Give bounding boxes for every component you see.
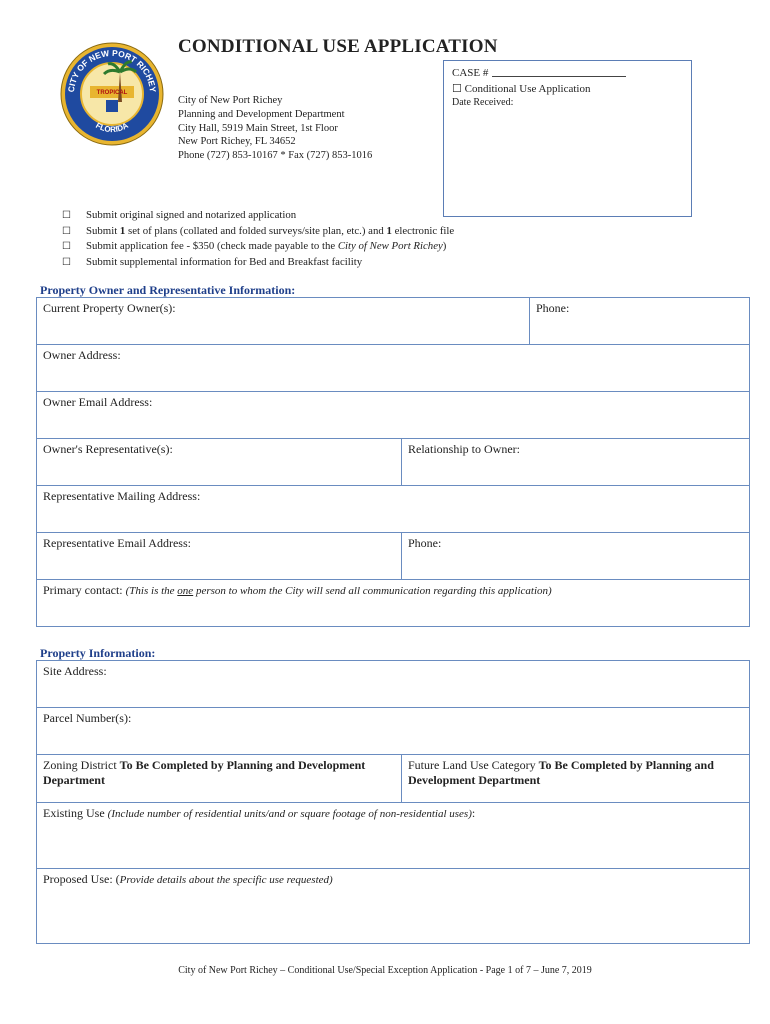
checklist-bold: 1: [119, 224, 126, 237]
owner-representative-field[interactable]: [37, 439, 402, 486]
checklist-text: Submit original signed and notarized application: [86, 209, 297, 221]
field-label: Parcel Number(s):: [43, 711, 132, 725]
owner-info-table: [36, 297, 750, 439]
checkbox-icon[interactable]: ☐: [62, 256, 71, 268]
representative-table: [36, 438, 750, 627]
field-label: Owner Address:: [43, 348, 121, 362]
address-line: Planning and Development Department: [178, 108, 345, 120]
existing-use-field[interactable]: [37, 803, 750, 869]
field-label: Phone:: [408, 536, 442, 550]
field-label: Owner's Representative(s):: [43, 442, 173, 456]
zoning-district-field: [37, 755, 402, 803]
seal-top-text: CITY OF NEW PORT RICHEY: [65, 47, 159, 93]
field-label: Existing Use: [43, 806, 108, 820]
proposed-use-field[interactable]: [37, 869, 750, 944]
conditional-use-checkbox[interactable]: ☐ Conditional Use Application: [452, 83, 591, 95]
office-use-box: [443, 60, 692, 217]
seal-band-text: TROPICAL: [96, 90, 128, 96]
property-section-heading: Property Information:: [40, 646, 156, 660]
field-label: Zoning District: [43, 758, 120, 772]
note-text: person to whom the City will send all communication regarding this application): [193, 585, 552, 597]
owner-email-field[interactable]: [37, 392, 750, 439]
field-label: Site Address:: [43, 664, 107, 678]
field-label: Future Land Use Category: [408, 758, 539, 772]
date-received-label: Date Received:: [452, 97, 514, 108]
checklist-bold: 1: [386, 224, 392, 237]
site-address-field[interactable]: [37, 661, 750, 708]
checklist-text: Submit application fee - $350 (check made payable to the: [86, 240, 338, 253]
address-line: New Port Richey, FL 34652: [178, 136, 296, 148]
address-line: City Hall, 5919 Main Street, 1st Floor: [178, 122, 338, 134]
address-line: City of New Port Richey: [178, 95, 283, 106]
note-text: (This is the: [125, 585, 178, 597]
checklist-item[interactable]: [62, 224, 454, 240]
note-emphasis: one: [177, 585, 194, 597]
case-number-field[interactable]: [452, 67, 626, 79]
future-land-use-field: [402, 755, 750, 803]
field-label: Representative Email Address:: [43, 536, 191, 550]
checkbox-icon[interactable]: ☐: [62, 210, 71, 221]
checklist-text: set of plans (collated and folded surveys/site plan, etc.) and: [125, 224, 387, 237]
case-label: CASE #: [452, 67, 489, 79]
checkbox-icon[interactable]: ☐: [62, 241, 71, 253]
owner-address-field[interactable]: [37, 345, 750, 392]
rep-phone-field[interactable]: [402, 533, 750, 580]
rep-mailing-address-field[interactable]: [37, 486, 750, 533]
checklist-text: Submit: [86, 224, 120, 237]
owner-section-heading: Property Owner and Representative Information:: [40, 283, 296, 297]
checklist-item[interactable]: [62, 208, 454, 224]
field-label: Proposed Use: (: [43, 872, 120, 886]
checklist-text: electronic file: [391, 224, 455, 237]
city-seal-logo: [60, 42, 164, 146]
owner-phone-field[interactable]: [530, 298, 750, 345]
field-note-bold: To Be Completed by Planning and Development Department: [43, 758, 366, 787]
page-footer: City of New Port Richey – Conditional Use/Special Exception Application - Page 1 of 7 – June 7, 2019: [178, 965, 592, 976]
checkbox-icon[interactable]: ☐: [62, 225, 71, 237]
case-number-line: [492, 76, 626, 77]
checklist-item[interactable]: [62, 255, 454, 271]
checklist-text: Submit supplemental information for Bed and Breakfast facility: [86, 255, 363, 268]
address-line: Phone (727) 853-10167 * Fax (727) 853-1016: [178, 150, 373, 162]
field-note: (Include number of residential units/and or square footage of non-residential uses): [107, 808, 472, 820]
field-label: Owner Email Address:: [43, 395, 153, 409]
field-label: Representative Mailing Address:: [43, 489, 201, 503]
field-label: Current Property Owner(s):: [43, 301, 176, 315]
primary-contact-note: [126, 585, 552, 597]
field-note-bold: To Be Completed by Planning and Development Department: [408, 758, 714, 787]
rep-email-field[interactable]: [37, 533, 402, 580]
parcel-number-field[interactable]: [37, 708, 750, 755]
property-info-table: [36, 660, 750, 944]
submission-checklist: [62, 208, 454, 270]
department-address: [178, 94, 372, 163]
field-label: :: [471, 806, 476, 820]
primary-contact-field[interactable]: [37, 580, 750, 627]
relationship-field[interactable]: [402, 439, 750, 486]
checklist-item[interactable]: [62, 239, 454, 255]
checklist-text: ): [442, 240, 447, 253]
checklist-italic: City of New Port Richey: [337, 240, 443, 253]
page-title: CONDITIONAL USE APPLICATION: [178, 36, 498, 57]
current-owner-field[interactable]: [37, 298, 530, 345]
field-label: Primary contact:: [43, 583, 123, 597]
field-label: Phone:: [536, 301, 570, 315]
seal-bottom-text: FLORIDA: [94, 120, 130, 135]
field-label: Relationship to Owner:: [408, 442, 520, 456]
field-note: Provide details about the specific use requested): [119, 874, 333, 886]
